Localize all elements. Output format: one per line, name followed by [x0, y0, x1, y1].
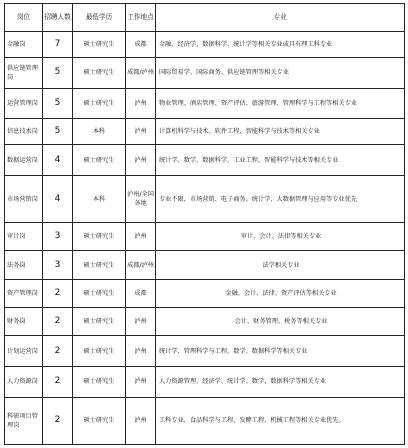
table-row	[5, 336, 405, 367]
cell-count: 5	[43, 119, 73, 145]
cell-education: 硕士研究生	[73, 251, 126, 279]
cell-education: 硕士研究生	[73, 88, 126, 119]
table-row	[5, 119, 405, 145]
table-row	[5, 57, 405, 88]
recruitment-table	[4, 3, 405, 445]
cell-education: 硕士研究生	[73, 145, 126, 176]
cell-major: 计算机科学与技术、软件工程、智能科学与技术等相关专业	[156, 119, 405, 145]
cell-count: 7	[43, 32, 73, 58]
cell-major: 工科专业，食品科学与工程、发酵工程、机械工程等相关专业优先。	[156, 397, 405, 444]
cell-education: 硕士研究生	[73, 223, 126, 251]
cell-count: 4	[43, 175, 73, 222]
cell-location: 泸州	[126, 308, 156, 336]
cell-major: 金融、会计、法律、资产评估等相关专业	[156, 279, 405, 307]
table-row	[5, 397, 405, 444]
cell-location: 泸州	[126, 145, 156, 176]
cell-position: 供应链管理岗	[5, 57, 43, 88]
cell-position: 信息技术岗	[5, 119, 43, 145]
cell-education: 本科	[73, 119, 126, 145]
cell-position: 资产管理岗	[5, 279, 43, 307]
table-row	[5, 32, 405, 58]
cell-count: 5	[43, 88, 73, 119]
cell-education: 硕士研究生	[73, 32, 126, 58]
table-row	[5, 88, 405, 119]
cell-major: 审计、会计、法律等相关专业	[156, 223, 405, 251]
table-row	[5, 308, 405, 336]
table-row	[5, 367, 405, 398]
cell-count: 5	[43, 57, 73, 88]
cell-count: 4	[43, 145, 73, 176]
header-location: 工作地点	[126, 4, 156, 32]
cell-major: 专业不限，市场营销、电子商务、统计学、大数据管理与应用等专业优先	[156, 175, 405, 222]
cell-position: 法务岗	[5, 251, 43, 279]
cell-major: 金融、经济学、数据科学、统计学等相关专业或具有理工科专业	[156, 32, 405, 58]
cell-location: 泸州	[126, 336, 156, 367]
cell-count: 3	[43, 223, 73, 251]
cell-position: 科研项目管理岗	[5, 397, 43, 444]
table-header-row	[5, 4, 405, 32]
cell-position: 运营管理岗	[5, 88, 43, 119]
cell-location: 泸州	[126, 223, 156, 251]
cell-location: 泸州/全国各地	[126, 175, 156, 222]
cell-major: 国际贸易学、国际商务、供应链管理等相关专业	[156, 57, 405, 88]
cell-major: 人力资源管理、经济学、统计学、数学、数据科学等相关专业	[156, 367, 405, 398]
cell-education: 硕士研究生	[73, 397, 126, 444]
table-row	[5, 251, 405, 279]
cell-location: 泸州	[126, 119, 156, 145]
header-major: 专业	[156, 4, 405, 32]
cell-location: 成都	[126, 32, 156, 58]
header-education: 最低学历	[73, 4, 126, 32]
cell-major: 统计学、数学、数据科学、工业工程、智能科学与技术等相关专业	[156, 145, 405, 176]
cell-position: 市场营销岗	[5, 175, 43, 222]
cell-education: 硕士研究生	[73, 367, 126, 398]
cell-location: 成都/泸州	[126, 57, 156, 88]
header-count: 招聘人数	[43, 4, 73, 32]
cell-major: 统计学、管理科学与工程、数学、数据科学等相关专业	[156, 336, 405, 367]
cell-count: 2	[43, 336, 73, 367]
cell-education: 硕士研究生	[73, 336, 126, 367]
cell-education: 本科	[73, 175, 126, 222]
cell-location: 泸州	[126, 397, 156, 444]
cell-major: 法学相关专业	[156, 251, 405, 279]
cell-major: 会计、财务管理、税务等相关专业	[156, 308, 405, 336]
cell-position: 数据运营岗	[5, 145, 43, 176]
cell-location: 成都	[126, 279, 156, 307]
cell-count: 2	[43, 279, 73, 307]
cell-position: 金融岗	[5, 32, 43, 58]
cell-position: 财务岗	[5, 308, 43, 336]
cell-location: 泸州	[126, 88, 156, 119]
table-row	[5, 223, 405, 251]
cell-location: 成都/泸州	[126, 251, 156, 279]
cell-education: 硕士研究生	[73, 308, 126, 336]
cell-count: 2	[43, 397, 73, 444]
cell-count: 2	[43, 367, 73, 398]
cell-count: 2	[43, 308, 73, 336]
table-row	[5, 175, 405, 222]
header-position: 岗位	[5, 4, 43, 32]
cell-location: 泸州	[126, 367, 156, 398]
cell-count: 3	[43, 251, 73, 279]
cell-education: 硕士研究生	[73, 279, 126, 307]
cell-position: 计划运营岗	[5, 336, 43, 367]
cell-position: 审计岗	[5, 223, 43, 251]
table-row	[5, 279, 405, 307]
cell-major: 物业管理、酒店管理、资产评估、旅游管理、管理科学与工程等相关专业	[156, 88, 405, 119]
cell-position: 人力资源岗	[5, 367, 43, 398]
table-row	[5, 145, 405, 176]
cell-education: 硕士研究生	[73, 57, 126, 88]
